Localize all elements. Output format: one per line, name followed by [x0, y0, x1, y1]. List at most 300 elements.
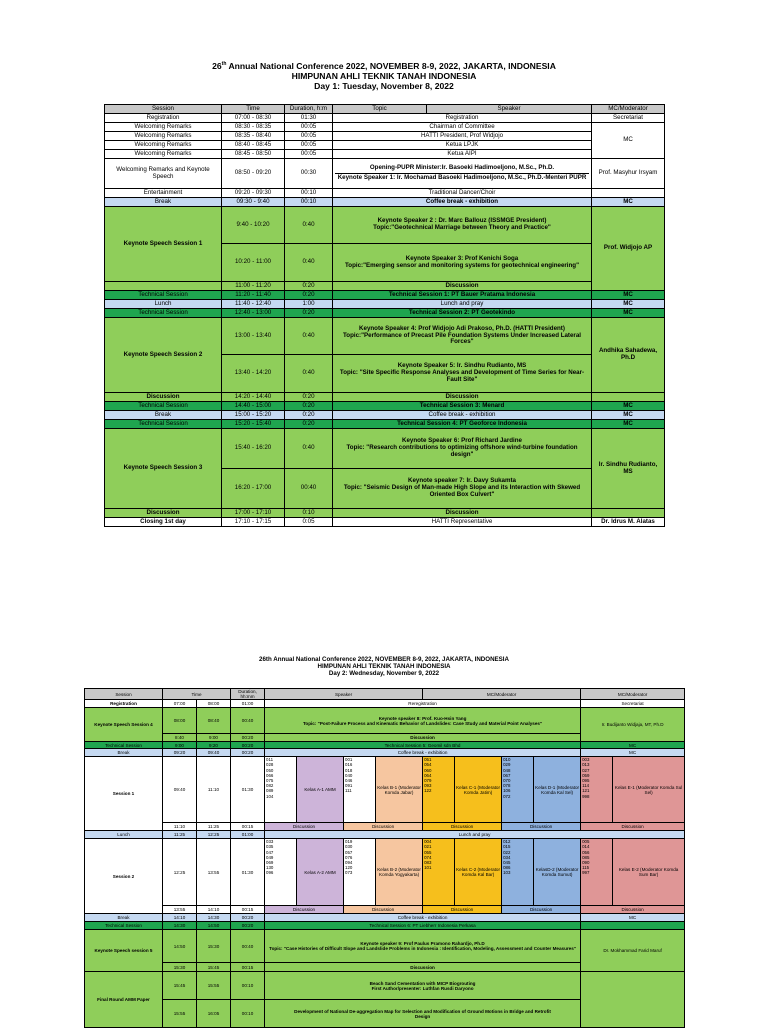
end-cell: 08:00 — [197, 700, 231, 708]
session-cell: Keynote Speech session 5 — [85, 930, 163, 972]
mc-cell: Ir. Sindhu Rudianto, MS — [592, 429, 665, 509]
duration-cell: 01:30 — [231, 839, 265, 906]
end-cell: 15:45 — [197, 963, 231, 972]
start-cell: 09:40 — [163, 757, 197, 823]
day1-title-prefix: 26 — [212, 61, 222, 71]
session-cell: Break — [105, 411, 222, 420]
paper-codes-e2: 005 014 056 085 090 115 997 — [581, 839, 613, 906]
session-cell: Technical Session — [105, 420, 222, 429]
session-cell — [105, 282, 222, 291]
session-cell: Keynote Speech Session 1 — [105, 207, 222, 282]
start-cell: 15:55 — [163, 1000, 197, 1028]
topic-cell: Discussion — [333, 393, 592, 402]
table-row — [85, 742, 685, 749]
duration-cell: 00:40 — [231, 930, 265, 963]
mc-cell: MC — [581, 914, 685, 922]
mc-cell: MC — [592, 291, 665, 300]
session-cell: Technical Session — [85, 742, 163, 749]
table-row — [105, 393, 665, 402]
duration-cell: 0:20 — [285, 402, 333, 411]
topic-cell: Technical Session 5: Geomil sdn Bhd — [265, 742, 581, 749]
table-row — [105, 132, 665, 141]
topic-cell: Discussion — [265, 963, 581, 972]
table-row — [105, 402, 665, 411]
table-row — [85, 708, 685, 734]
duration-cell: 00:30 — [285, 159, 333, 189]
topic-cell: HATTI Representative — [333, 518, 592, 527]
mc-cell: Dr. Idrus M. Alatas — [592, 518, 665, 527]
topic-cell — [333, 159, 592, 189]
table-row — [105, 291, 665, 300]
session-cell: Registration — [105, 114, 222, 123]
duration-cell: 01:30 — [231, 757, 265, 823]
duration-cell: 00:20 — [231, 749, 265, 757]
time-cell: 15:40 - 16:20 — [222, 429, 285, 469]
time-cell: 09:30 - 9:40 — [222, 198, 285, 207]
duration-cell: 00:10 — [285, 189, 333, 198]
session-cell: Technical Session — [105, 309, 222, 318]
duration-cell: 0:20 — [285, 411, 333, 420]
topic-cell — [333, 244, 592, 282]
table-row — [85, 930, 685, 963]
table-row — [85, 749, 685, 757]
duration-cell: 0:20 — [285, 282, 333, 291]
start-cell: 14:50 — [163, 930, 197, 963]
duration-cell: 00:05 — [285, 123, 333, 132]
session-cell: Closing 1st day — [105, 518, 222, 527]
time-cell: 08:50 - 09:20 — [222, 159, 285, 189]
end-cell: 16:05 — [197, 1000, 231, 1028]
start-cell: 8:40 — [163, 734, 197, 742]
class-a2-label: Kelas A-2 AMM — [297, 839, 344, 906]
duration-cell: 00:15 — [231, 823, 265, 831]
table-row — [105, 207, 665, 244]
day2-header-line1: 26th Annual National Conference 2022, NOVEMBER 8-9, 2022, JAKARTA, INDONESIA — [259, 656, 509, 663]
duration-cell: 0:10 — [285, 509, 333, 518]
time-cell: 14:40 - 15:00 — [222, 402, 285, 411]
table-row — [105, 518, 665, 527]
topic-line: Topic:"Performance of Precast Pile Foundation Systems Under Increased Lateral Forces" — [342, 331, 581, 346]
time-cell: 11:40 - 12:40 — [222, 300, 285, 309]
session-cell: Break — [85, 914, 163, 922]
time-cell: 16:20 - 17:00 — [222, 469, 285, 509]
time-cell: 08:30 - 08:35 — [222, 123, 285, 132]
topic-cell: Coffee break - exhibition — [265, 749, 581, 757]
end-cell: 15:30 — [197, 930, 231, 963]
session-cell: Session 1 — [85, 757, 163, 831]
topic-cell: Discussion — [333, 282, 592, 291]
topic-cell: Registration — [333, 114, 592, 123]
end-cell: 13:55 — [197, 839, 231, 906]
duration-cell: 00:20 — [231, 914, 265, 922]
table-row — [85, 831, 685, 839]
table-row — [105, 282, 665, 291]
mc-cell: Andhika Sahadewa, Ph.D — [592, 318, 665, 393]
end-cell: 9:20 — [197, 742, 231, 749]
discussion-cell: Discussion — [502, 823, 581, 831]
topic-line: Development of National De-aggregation Map for Selection and Modification of Ground Motions in Bridge and Retrofit — [294, 1008, 551, 1014]
topic-cell — [333, 429, 592, 469]
start-cell: 9:00 — [163, 742, 197, 749]
class-d2-label: KelasD-2 (Moderator Komda Sumut) — [534, 839, 581, 906]
start-cell: 12:25 — [163, 839, 197, 906]
start-cell: 11:25 — [163, 831, 197, 839]
mc-cell: MC — [581, 749, 685, 757]
session-cell: Technical Session — [105, 402, 222, 411]
mc-cell: MC — [592, 123, 665, 159]
duration-cell: 0:20 — [285, 420, 333, 429]
end-cell: 12:25 — [197, 831, 231, 839]
paper-codes-d1: 010 029 048 067 070 078 106 072 — [502, 757, 534, 823]
topic-cell: Traditional Dancer/Choir — [333, 189, 592, 198]
topic-line: Keynote Speaker 6: Prof Richard Jardine — [401, 437, 522, 445]
col-session: Session — [85, 689, 163, 700]
mc-cell: MC — [592, 411, 665, 420]
time-cell: 11:20 - 11:40 — [222, 291, 285, 300]
duration-cell: 0:20 — [285, 309, 333, 318]
time-cell: 13:00 - 13:40 — [222, 318, 285, 355]
day1-title-rest: Annual National Conference 2022, NOVEMBER 8-9, 2022, JAKARTA, INDONESIA — [226, 61, 556, 71]
start-cell: 15:45 — [163, 972, 197, 1000]
discussion-cell: Discussion — [502, 906, 581, 914]
table-row — [85, 839, 685, 906]
discussion-cell: Discussion — [344, 823, 423, 831]
duration-cell: 0:20 — [285, 393, 333, 402]
duration-cell: 01:00 — [231, 700, 265, 708]
mc-cell: MC — [592, 402, 665, 411]
day1-header-row — [105, 105, 665, 114]
paper-codes-c1: 051 054 060 064 079 093 122 — [423, 757, 455, 823]
topic-line: Keynote Speaker 3: Prof Kenichi Soga — [405, 254, 519, 262]
duration-cell: 00:20 — [231, 742, 265, 749]
discussion-cell: Discussion — [344, 906, 423, 914]
time-cell: 07:00 - 08:30 — [222, 114, 285, 123]
session-cell: Lunch — [85, 831, 163, 839]
day2-schedule-table — [84, 688, 685, 1028]
table-row — [85, 823, 685, 831]
duration-cell: 00:10 — [231, 1000, 265, 1028]
day1-header-line3: Day 1: Tuesday, November 8, 2022 — [314, 80, 454, 91]
day2-header-row — [85, 689, 685, 700]
topic-line: Keynote Speaker 5: Ir. Sindhu Rudianto, MS — [397, 362, 527, 370]
duration-cell: 00:15 — [231, 963, 265, 972]
session-cell: Technical Session — [105, 291, 222, 300]
duration-cell: 0:40 — [285, 429, 333, 469]
col-topic: Topic — [333, 105, 427, 114]
topic-cell: Technical Session 3: Menard — [333, 402, 592, 411]
topic-cell: Technical Session 2: PT Geotekindo — [333, 309, 592, 318]
duration-cell: 00:20 — [231, 922, 265, 930]
session-cell: Lunch — [105, 300, 222, 309]
start-cell: 11:10 — [163, 823, 197, 831]
duration-cell: 0:40 — [285, 244, 333, 282]
topic-cell: Discussion — [265, 734, 581, 742]
table-row — [85, 757, 685, 823]
session-cell: Registration — [85, 700, 163, 708]
class-e1-label: Kelas E-1 (Moderator Komda Sul Sel) — [613, 757, 685, 823]
topic-cell: HATTI President, Prof Widjojo — [333, 132, 592, 141]
topic-cell: Technical Session 4: PT Geoforce Indonesia — [333, 420, 592, 429]
mc-cell — [581, 922, 685, 930]
table-row — [105, 429, 665, 469]
table-row — [105, 309, 665, 318]
col-session: Session — [105, 105, 222, 114]
discussion-cell: Discussion — [423, 823, 502, 831]
duration-cell: 00:15 — [231, 906, 265, 914]
day2-header-line3: Day 2: Wednesday, November 9, 2022 — [328, 670, 440, 678]
table-row — [85, 922, 685, 930]
col-time: Time — [222, 105, 285, 114]
topic-cell: Ketua LPJK — [333, 141, 592, 150]
topic-cell — [333, 207, 592, 244]
col-mc: MC/Moderator — [592, 105, 665, 114]
end-cell: 11:10 — [197, 757, 231, 823]
day1-schedule-table — [104, 104, 665, 527]
mc-cell: Secretariat — [592, 114, 665, 123]
end-cell: 15:55 — [197, 972, 231, 1000]
time-cell: 9:40 - 10:20 — [222, 207, 285, 244]
start-cell: 13:55 — [163, 906, 197, 914]
day1-header — [0, 62, 768, 92]
start-cell: 08:00 — [163, 708, 197, 734]
table-row — [85, 700, 685, 708]
day2-header — [0, 656, 768, 677]
start-cell: 07:00 — [163, 700, 197, 708]
topic-line: Keynote Speaker 4: Prof Widjojo Adi Prakoso, Ph.D. (HATTI President) — [359, 324, 565, 332]
col-mc: MC/Moderator — [423, 689, 581, 700]
end-cell: 14:30 — [197, 914, 231, 922]
duration-cell: 00:05 — [285, 132, 333, 141]
session-cell: Keynote Speech Session 3 — [105, 429, 222, 509]
col-mc-2: MC/Moderator — [581, 689, 685, 700]
day1-header-line2: HIMPUNAN AHLI TEKNIK TANAH INDONESIA — [291, 70, 477, 81]
duration-cell: 1:00 — [285, 300, 333, 309]
table-row — [85, 914, 685, 922]
day2-header-line2: HIMPUNAN AHLI TEKNIK TANAH INDONESIA — [317, 663, 451, 671]
duration-cell: 00:40 — [231, 708, 265, 734]
end-cell: 11:25 — [197, 823, 231, 831]
table-row — [105, 159, 665, 189]
paper-codes-d2: 012 015 022 034 045 086 103 — [502, 839, 534, 906]
paper-codes-b2: 019 030 057 076 094 120 073 — [344, 839, 376, 906]
table-row — [85, 972, 685, 1000]
session-cell: Break — [85, 749, 163, 757]
table-row — [105, 198, 665, 207]
session-cell: Welcoming Remarks and Keynote Speech — [105, 159, 222, 189]
discussion-cell: Discussion — [265, 823, 344, 831]
duration-cell: 0:40 — [285, 318, 333, 355]
mc-cell: Prof. Masyhur Irsyam — [592, 159, 665, 189]
table-row — [105, 189, 665, 198]
discussion-cell: Discussion — [423, 906, 502, 914]
topic-cell: Chairman of Committee — [333, 123, 592, 132]
session-cell: Discussion — [105, 509, 222, 518]
col-duration: Duration, h:m — [285, 105, 333, 114]
mc-cell: Dr. Mokhammad Farid Maruf — [581, 930, 685, 972]
mc-cell: MC — [592, 420, 665, 429]
session-cell: Entertainment — [105, 189, 222, 198]
duration-cell: 00:10 — [285, 198, 333, 207]
time-cell: 08:35 - 08:40 — [222, 132, 285, 141]
class-a1-label: Kelas A-1 AMM — [297, 757, 344, 823]
session-cell: Welcoming Remarks — [105, 150, 222, 159]
topic-cell — [265, 972, 581, 1000]
discussion-cell: Discussion — [581, 823, 685, 831]
class-b2-label: Kelas B-2 (Moderator Komda Yogyakarta) — [376, 839, 423, 906]
duration-cell: 0:40 — [285, 355, 333, 393]
time-cell: 15:00 - 15:20 — [222, 411, 285, 420]
paper-codes-a2: 033 035 047 049 069 130 096 — [265, 839, 297, 906]
topic-cell — [333, 355, 592, 393]
time-cell: 17:00 - 17:10 — [222, 509, 285, 518]
topic-line: First Author/presenter: Luthfan Rusdi Daryono — [371, 985, 474, 991]
duration-cell: 01:30 — [285, 114, 333, 123]
col-speaker: Speaker — [427, 105, 592, 114]
table-row — [105, 114, 665, 123]
topic-cell: Technical Session 1: PT Bauer Pratama Indonesia — [333, 291, 592, 300]
session-cell: Welcoming Remarks — [105, 141, 222, 150]
mc-cell: MC — [581, 742, 685, 749]
discussion-cell: Discussion — [265, 906, 344, 914]
duration-cell: 00:05 — [285, 150, 333, 159]
paper-codes-e1: 003 013 027 059 095 114 121 998 — [581, 757, 613, 823]
duration-cell: 01:00 — [231, 831, 265, 839]
start-cell: 14:10 — [163, 914, 197, 922]
topic-line: Topic: "Seismic Design of Man-made High Slope and its Interaction with Skewed Oriented Box Culvert" — [343, 484, 581, 498]
topic-line: Keynote speaker 8: Prof. Kuo-Hsin Yang — [378, 715, 467, 721]
topic-cell: Coffee break - exhibition — [333, 411, 592, 420]
table-row — [105, 141, 665, 150]
topic-line: Topic:"Geotechnical Marriage between Theory and Practice" — [373, 224, 551, 231]
table-row — [105, 300, 665, 309]
topic-line: Topic: "Research contributions to optimizing offshore wind-turbine foundation design" — [346, 444, 578, 458]
duration-cell: 0:05 — [285, 518, 333, 527]
topic-cell — [333, 469, 592, 509]
duration-cell: 0:40 — [285, 207, 333, 244]
session-cell: Technical Session — [85, 922, 163, 930]
table-row — [105, 150, 665, 159]
mc-cell: Secretariat — [581, 700, 685, 708]
topic-line: Topic: "Post-Failure Process and Kinematic Behavior of Landslides: Case Study and Material Point Analyses" — [302, 720, 543, 726]
topic-line: Keynote Speaker 1: Ir. Mochamad Basoeki Hadimoeljono, M.Sc., Ph.D.-Menteri PUPR — [337, 174, 587, 181]
table-row — [85, 906, 685, 914]
discussion-cell: Discussion — [581, 906, 685, 914]
table-row — [105, 318, 665, 355]
end-cell: 14:10 — [197, 906, 231, 914]
topic-cell: Coffee break - exhibition — [265, 914, 581, 922]
time-cell: 15:20 - 15:40 — [222, 420, 285, 429]
duration-cell: 00:40 — [285, 469, 333, 509]
mc-cell: Prof. Widjojo AP — [592, 207, 665, 291]
session-cell: Welcoming Remarks — [105, 132, 222, 141]
day1-title-sup: th — [221, 61, 227, 68]
time-cell: 08:40 - 08:45 — [222, 141, 285, 150]
topic-cell: Ketua AIPI — [333, 150, 592, 159]
paper-codes-b1: 001 016 018 040 046 091 111 — [344, 757, 376, 823]
table-row — [105, 420, 665, 429]
topic-cell — [265, 708, 581, 734]
mc-cell: MC — [592, 300, 665, 309]
paper-codes-a1: 011 028 050 066 075 082 089 104 — [265, 757, 297, 823]
time-cell: 14:20 - 14:40 — [222, 393, 285, 402]
topic-line: Topic:"Emerging sensor and monitoring systems for geotechnical engineering" — [344, 261, 580, 269]
end-cell: 14:50 — [197, 922, 231, 930]
mc-cell — [592, 189, 665, 198]
mc-cell — [592, 393, 665, 402]
start-cell: 15:30 — [163, 963, 197, 972]
time-cell: 13:40 - 14:20 — [222, 355, 285, 393]
topic-cell: Technical Session 6: PT Liebherr Indonesia Perkasa — [265, 922, 581, 930]
class-d1-label: Kelas D-1 (Moderator Komda Kal Sel) — [534, 757, 581, 823]
start-cell: 14:30 — [163, 922, 197, 930]
time-cell: 12:40 - 13:00 — [222, 309, 285, 318]
mc-cell — [581, 972, 685, 1028]
mc-cell: Ir. Budijanto Widjaja, MT, Ph.D — [581, 708, 685, 742]
topic-line: Beach Sand Cementation with MICP Biogrouting — [369, 980, 476, 986]
col-duration: Duration, hh:mm — [231, 689, 265, 700]
topic-line: Opening-PUPR Minister:Ir. Basoeki Hadimoeljono, M.Sc., Ph.D. — [335, 165, 589, 174]
table-row — [105, 509, 665, 518]
time-cell: 17:10 - 17:15 — [222, 518, 285, 527]
end-cell: 9:00 — [197, 734, 231, 742]
start-cell: 09:20 — [163, 749, 197, 757]
topic-line: Keynote speaker 7: Ir. Davy Sukamta — [408, 477, 516, 485]
topic-cell: Lunch and pray — [333, 300, 592, 309]
session-cell: Session 2 — [85, 839, 163, 914]
topic-cell: Discussion — [333, 509, 592, 518]
duration-cell: 00:10 — [231, 972, 265, 1000]
topic-line: Keynote speaker 9: Prof Paulus Pramono Rahardjo, Ph.D — [360, 941, 485, 947]
mc-cell — [592, 509, 665, 518]
duration-cell: 00:20 — [231, 734, 265, 742]
session-cell: Keynote Speech Session 4 — [85, 708, 163, 742]
session-cell: Final Round AMM Paper — [85, 972, 163, 1028]
topic-line: Keynote Speaker 2 : Dr. Marc Ballouz (ISSMGE President) — [377, 217, 547, 225]
class-c2-label: Kelas C-2 (Moderator Komda Kal Bar) — [455, 839, 502, 906]
topic-cell — [265, 930, 581, 963]
mc-cell: MC — [592, 198, 665, 207]
topic-cell: Reregistration — [265, 700, 581, 708]
time-cell: 09:20 - 09:30 — [222, 189, 285, 198]
end-cell: 09:40 — [197, 749, 231, 757]
class-e2-label: Kelas E-2 (Moderator Komda Sum Bar) — [613, 839, 685, 906]
table-row — [105, 411, 665, 420]
time-cell: 10:20 - 11:00 — [222, 244, 285, 282]
time-cell: 11:00 - 11:20 — [222, 282, 285, 291]
topic-line: Topic: "Site Specific Response Analyses and Development of Time Series for Near-Fault Site" — [339, 369, 585, 383]
mc-cell: MC — [592, 309, 665, 318]
topic-cell: Lunch and pray — [265, 831, 685, 839]
topic-cell: Coffee break - exhibition — [333, 198, 592, 207]
class-b1-label: Kelas B-1 (Moderator Komda Jabar) — [376, 757, 423, 823]
end-cell: 08:40 — [197, 708, 231, 734]
topic-line: Topic: "Case Histories of Difficult Slope and Landslide Problems in Indonesia : Identification, Modeling, Assessment and Counter Measures" — [269, 946, 576, 952]
paper-codes-c2: 004 021 055 074 083 101 — [423, 839, 455, 906]
topic-line: Design — [414, 1013, 431, 1019]
session-cell: Break — [105, 198, 222, 207]
col-time: Time — [163, 689, 231, 700]
table-row — [105, 123, 665, 132]
class-c1-label: Kelas C-1 (Moderator Komda Jatim) — [455, 757, 502, 823]
session-cell: Discussion — [105, 393, 222, 402]
time-cell: 08:45 - 08:50 — [222, 150, 285, 159]
session-cell: Welcoming Remarks — [105, 123, 222, 132]
duration-cell: 0:20 — [285, 291, 333, 300]
duration-cell: 00:05 — [285, 141, 333, 150]
col-speaker: Speaker — [265, 689, 423, 700]
topic-cell — [333, 318, 592, 355]
session-cell: Keynote Speech Session 2 — [105, 318, 222, 393]
